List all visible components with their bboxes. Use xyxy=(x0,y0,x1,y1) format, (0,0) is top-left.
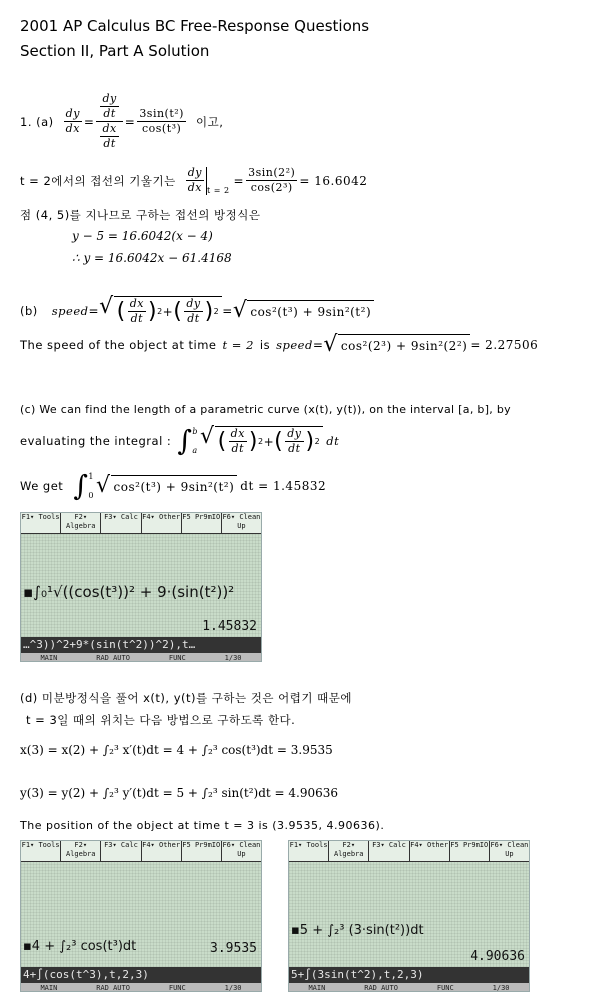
integral-result: dt = 1.45832 xyxy=(240,479,327,493)
calc2-status-history: 1/30 xyxy=(224,984,242,992)
speed-word: speed xyxy=(51,304,89,318)
calc3-status-history: 1/30 xyxy=(492,984,510,992)
speed-t: t = 2 xyxy=(222,338,254,352)
calc3-key-f4: F4▾ Other xyxy=(410,841,450,861)
limit-a: a xyxy=(192,446,198,455)
speed-sqrt-body: cos²(t³) + 9sin²(t²) xyxy=(247,300,374,322)
calc3-result: 4.90636 xyxy=(470,949,525,964)
slope-value: = 16.6042 xyxy=(299,173,368,188)
calc2-result: 3.9535 xyxy=(210,941,257,956)
calc3-status-graph: FUNC xyxy=(436,984,454,992)
calc3-status-bar xyxy=(289,983,529,992)
arc-length-integral: evaluating the integral : ∫ b a √ ( $\frac{dx}{dt}$ ) 2 + ( $\frac{dy}{dt}$ ) 2 dt xyxy=(20,424,340,457)
limit-lower: 0 xyxy=(88,491,94,500)
we-get: We get xyxy=(20,479,64,493)
position-sentence: The position of the object at time t = 3 is (3.9535, 4.90636). xyxy=(20,819,385,832)
dydt-over-dxdt: $\frac{\frac{dy}{dt}}{\frac{dx}{dt}}$ xyxy=(96,92,122,151)
speed-sentence: The speed of the object at time xyxy=(20,338,217,352)
calc1-status-graph: FUNC xyxy=(168,654,186,662)
calc2-status-mode: MAIN xyxy=(40,984,58,992)
q1d-line-1: (d) 미분방정식을 풀어 x(t), y(t)를 구하는 것은 어렵기 때문에 xyxy=(20,691,352,705)
q1b-speed-value: The speed of the object at time t = 2 is speed = √ cos²(2³) + 9sin²(2²) = 2.27506 xyxy=(20,332,539,357)
speed-result: = 2.27506 xyxy=(470,338,539,352)
calc3-key-f2: F2▾ Algebra xyxy=(329,841,369,861)
q1a-slope: t = 2에서의 접선의 기울기는 $\frac{dy}{dx}$ t = 2 = $\frac{\text{3sin(2²)}}{\text{cos(2³)}}$ = 16.6042 xyxy=(20,166,368,195)
calculator-screen-3 xyxy=(288,840,530,992)
speed-sqrt-body-2: cos²(2³) + 9sin²(2²) xyxy=(338,334,470,356)
calc2-key-f3: F3▾ Calc xyxy=(101,841,141,861)
calc2-key-f2: F2▾ Algebra xyxy=(61,841,101,861)
limit-upper: 1 xyxy=(88,472,94,481)
calc1-result: 1.45832 xyxy=(202,619,257,634)
calc1-status-mode: MAIN xyxy=(40,654,58,662)
slope-text: t = 2에서의 접선의 기울기는 xyxy=(20,173,176,188)
page-title: 2001 AP Calculus BC Free-Response Questions xyxy=(20,17,370,35)
page-subtitle: Section II, Part A Solution xyxy=(20,42,210,60)
calc3-expression: ▪5 + ∫₂³ (3·sin(t²))dt xyxy=(291,923,424,938)
calc1-status-angle: RAD AUTO xyxy=(96,654,130,662)
calc2-status-bar xyxy=(21,983,261,992)
dydx-fraction: $\frac{dy}{dx}$ xyxy=(65,107,80,135)
tangent-eq-1: y − 5 = 16.6042(x − 4) xyxy=(72,229,213,243)
speed-is: is xyxy=(259,338,271,352)
q1b-label: (b) xyxy=(20,304,38,318)
calc1-key-f4: F4▾ Other xyxy=(142,513,182,533)
calc3-key-f6: F6▾ Clean Up xyxy=(490,841,529,858)
calc3-status-angle: RAD AUTO xyxy=(364,984,398,992)
calc1-status-bar xyxy=(21,653,261,662)
evaluate-text: evaluating the integral : xyxy=(20,434,172,448)
q1a-ratio: $\frac{\text{3sin(t²)}}{\text{cos(t³)}}$ xyxy=(139,107,184,135)
calc3-entry-line: 5+∫(3sin(t^2),t,2,3) xyxy=(289,967,529,983)
calc1-entry-line: …^3))^2+9*(sin(t^2))^2),t… xyxy=(21,637,261,653)
calc1-status-history: 1/30 xyxy=(224,654,242,662)
calc1-key-f3: F3▾ Calc xyxy=(101,513,141,533)
arc-length-intro: (c) We can find the length of a parametric curve (x(t), y(t)), on the interval [a, b], by xyxy=(20,403,511,416)
slope-ratio: $\frac{\text{3sin(2²)}}{\text{cos(2³)}}$ xyxy=(248,166,296,194)
q1b-speed-formula: (b) speed = √ ( $\frac{dx}{dt}$ ) 2 + ( $\frac{dy}{dt}$ ) 2 = √ cos²(t³) + 9sin²(t²) xyxy=(20,296,374,326)
calc2-status-angle: RAD AUTO xyxy=(96,984,130,992)
x3-equation: x(3) = x(2) + ∫₂³ x′(t)dt = 4 + ∫₂³ cos(t³)dt = 3.9535 xyxy=(20,743,333,757)
calc3-key-f5: F5 Pr9mIO xyxy=(450,841,490,861)
arc-length-result: We get ∫ 1 0 √ cos²(t³) + 9sin²(t²) dt = 1.45832 xyxy=(20,469,327,502)
calc2-key-f5: F5 Pr9mIO xyxy=(182,841,222,861)
y3-equation: y(3) = y(2) + ∫₂³ y′(t)dt = 5 + ∫₂³ sin(t²)dt = 4.90636 xyxy=(20,786,339,800)
calc2-status-graph: FUNC xyxy=(168,984,186,992)
q1a-suffix: 이고, xyxy=(195,114,224,129)
calc1-key-f5: F5 Pr9mIO xyxy=(182,513,222,533)
calc1-key-f1: F1▾ Tools xyxy=(21,513,61,533)
q1d-line-2: t = 3일 때의 위치는 다음 방법으로 구하도록 한다. xyxy=(26,713,296,727)
calc2-key-f4: F4▾ Other xyxy=(142,841,182,861)
calc3-status-mode: MAIN xyxy=(308,984,326,992)
calc2-key-f6: F6▾ Clean Up xyxy=(222,841,261,858)
point-text: 점 (4, 5)를 지나므로 구하는 접선의 방정식은 xyxy=(20,208,261,222)
calc3-function-bar xyxy=(289,841,529,862)
slope-sub: t = 2 xyxy=(206,186,230,195)
limit-b: b xyxy=(192,427,199,436)
q1a-label: 1. (a) xyxy=(20,114,54,129)
calc2-expression: ▪4 + ∫₂³ cos(t³)dt xyxy=(23,939,137,954)
calc1-key-f6: F6▾ Clean Up xyxy=(222,513,261,530)
calculator-screen-1 xyxy=(20,512,262,662)
q1a-derivative: 1. (a) $\frac{dy}{dx}$ = $\frac{\frac{dy}{dt}}{\frac{dx}{dt}}$ = $\frac{\text{3sin(t²)}}{\text{cos(t³)}}$ 이고, xyxy=(20,92,224,150)
calc1-key-f2: F2▾ Algebra xyxy=(61,513,101,533)
integral-body: cos²(t³) + 9sin²(t²) xyxy=(111,475,238,497)
calc3-key-f3: F3▾ Calc xyxy=(369,841,409,861)
tangent-eq-2: ∴ y = 16.6042x − 61.4168 xyxy=(72,251,232,265)
calc3-key-f1: F1▾ Tools xyxy=(289,841,329,861)
calc2-entry-line: 4+∫(cos(t^3),t,2,3) xyxy=(21,967,261,983)
calc2-key-f1: F1▾ Tools xyxy=(21,841,61,861)
speed-word-2: speed xyxy=(276,338,313,352)
calc1-function-bar xyxy=(21,513,261,534)
calc2-function-bar xyxy=(21,841,261,862)
calc1-expression: ▪∫₀¹√((cos(t³))² + 9·(sin(t²))² xyxy=(23,583,235,601)
calculator-screen-2 xyxy=(20,840,262,992)
